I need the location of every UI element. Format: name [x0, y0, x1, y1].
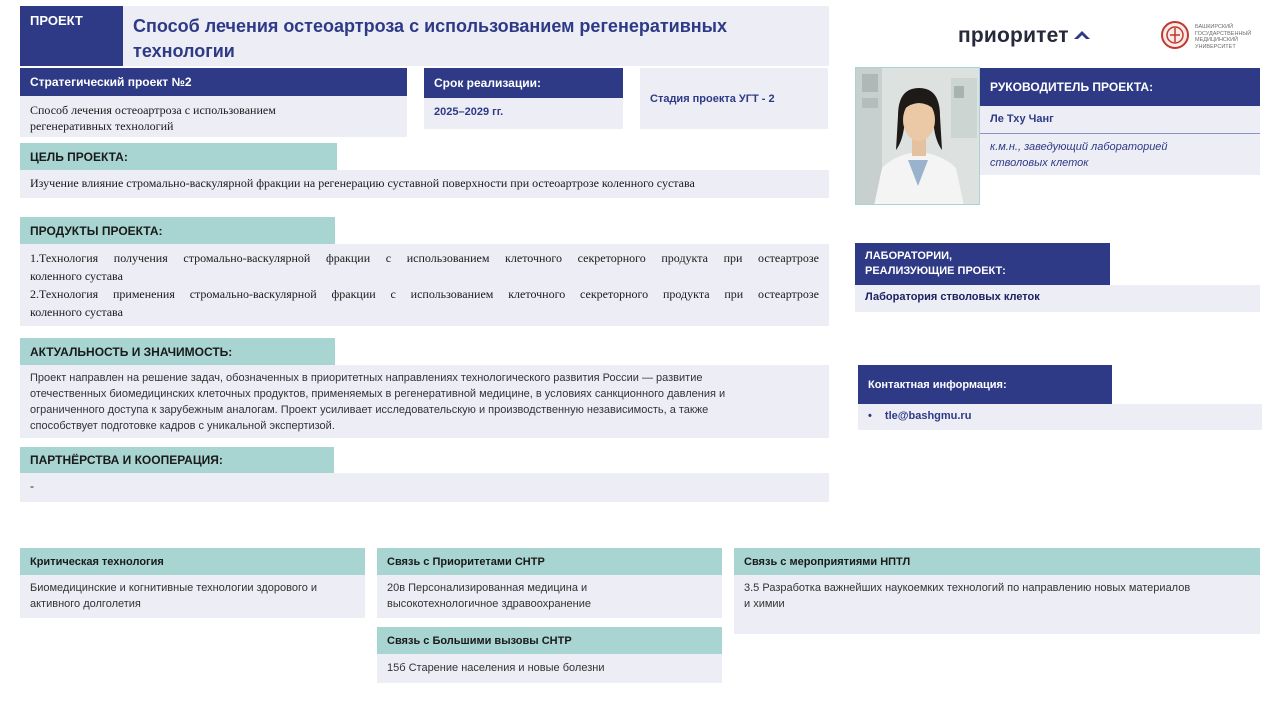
sntr-challenges-label: Связь с Большими вызовы СНТР: [377, 627, 722, 654]
leader-name-box: [980, 106, 1260, 134]
critical-tech-label: Критическая технология: [20, 548, 365, 575]
contact-label: Контактная информация:: [858, 365, 1112, 404]
relevance-label: АКТУАЛЬНОСТЬ И ЗНАЧИМОСТЬ:: [20, 338, 335, 365]
leader-label: РУКОВОДИТЕЛЬ ПРОЕКТА:: [980, 68, 1260, 106]
priority-logo: [958, 22, 1108, 50]
leader-position-box: [980, 134, 1260, 175]
list-item: 1.Технология получения стромально-васкулярной фракции с использованием клеточного секреторного продукта при остеартрозе коленного сустава: [30, 251, 819, 283]
title-box: [123, 6, 829, 66]
term-value-box: [424, 98, 623, 129]
labs-value-box: [855, 285, 1260, 312]
nptl-label: Связь с мероприятиями НПТЛ: [734, 548, 1260, 575]
leader-position-line1: к.м.н., заведующий лабораторией: [990, 141, 1168, 153]
goal-text-box: [20, 170, 829, 198]
priority-logo-text: приоритет: [958, 24, 1069, 47]
contact-email-link[interactable]: tle@bashgmu.ru: [884, 410, 972, 422]
sntr-challenges-box: 15б Старение населения и новые болезни: [377, 654, 722, 683]
strategic-project-text: Способ лечения остеоартроза с использованием регенеративных технологий: [20, 96, 407, 137]
page-title-line2: технологии: [133, 41, 235, 61]
partnership-value-box: [20, 473, 829, 502]
term-label: Срок реализации:: [424, 68, 623, 98]
project-tag-box: [20, 6, 123, 66]
term-value: 2025–2029 гг.: [434, 106, 504, 118]
goal-text: Изучение влияние стромально-васкулярной фракции на регенерацию суставной поверхности при остеоартрозе коленного сустава: [30, 176, 695, 190]
sntr-priorities-box: 20в Персонализированная медицина и высокотехнологичное здравоохранение: [377, 575, 722, 618]
university-name: БАШКИРСКИЙ ГОСУДАРСТВЕННЫЙ МЕДИЦИНСКИЙ УНИВЕРСИТЕТ: [1195, 24, 1252, 50]
nptl-box: 3.5 Разработка важнейших наукоемких технологий по направлению новых материалов и химии: [734, 575, 1260, 634]
project-tag: ПРОЕКТ: [30, 13, 83, 28]
stage-box: [640, 68, 828, 129]
labs-label: ЛАБОРАТОРИИ, РЕАЛИЗУЮЩИЕ ПРОЕКТ:: [855, 243, 1110, 285]
products-list: [20, 244, 829, 326]
products-label: ПРОДУКТЫ ПРОЕКТА:: [20, 217, 335, 244]
contact-box: [858, 404, 1262, 430]
leader-photo: [855, 67, 980, 205]
university-seal-icon: [1160, 20, 1190, 55]
labs-value: Лаборатория стволовых клеток: [865, 291, 1040, 303]
relevance-text-box: Проект направлен на решение задач, обозначенных в приоритетных направлениях технологического развития России — развитие отечественных биомедицинских клеточных продуктов, применяемых в регенеративной медицине, в условиях санкционного давления и ограниченного доступа к зарубежным аналогам. Проект усиливает исследовательскую и производственную независимость, а также способствует подготовке кадров с уникальной экспертизой.: [20, 365, 829, 438]
stage-value: Стадия проекта УГТ - 2: [650, 92, 775, 105]
bullet-icon: •: [868, 410, 872, 422]
partnership-label: ПАРТНЁРСТВА И КООПЕРАЦИЯ:: [20, 447, 334, 473]
strategic-project-label: Стратегический проект №2: [20, 68, 407, 96]
leader-name: Ле Тху Чанг: [990, 113, 1054, 125]
partnership-value: -: [30, 479, 34, 493]
page-title-line1: Способ лечения остеоартроза с использованием регенеративных: [133, 16, 728, 36]
sntr-priorities-label: Связь с Приоритетами СНТР: [377, 548, 722, 575]
goal-label: ЦЕЛЬ ПРОЕКТА:: [20, 143, 337, 170]
university-logo: [1160, 20, 1260, 54]
chevron-up-icon: [1073, 27, 1091, 46]
critical-tech-box: Биомедицинские и когнитивные технологии здорового и активного долголетия: [20, 575, 365, 618]
leader-position-line2: стволовых клеток: [990, 157, 1089, 169]
list-item: 2.Технология применения стромально-васкулярной фракции с использованием клеточного секреторного продукта при остеартрозе коленного сустава: [30, 287, 819, 319]
